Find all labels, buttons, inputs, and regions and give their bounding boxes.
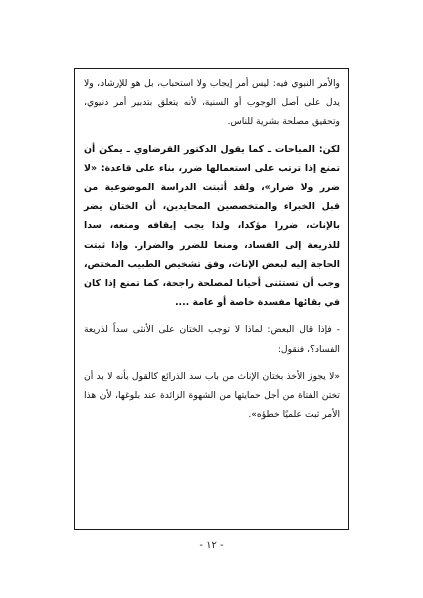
paragraph-quotation: «لا يجوز الأخذ بختان الإناث من باب سد الذرائع كالقول بأنه لا بد أن تختن الفتاة من أجل حمايتها من الشهوة الزائدة عند بلوغها، لأن هذا الأمر ثبت علميًا خطؤه». bbox=[84, 370, 340, 421]
paragraph-permissibles-prohibition: لكن: المباحات ـ كما يقول الدكتور القرضاوي ـ يمكن أن تمنع إذا ترتب على استعمالها ضرر، بناء على قاعدة: «لا ضرر ولا ضرار»، ولقد أثبتت الدراسة الموضوعية من قبل الخبراء والمتخصصين المحايدين، أن الختان يضر بالإناث، ضررا مؤكدا، ولذا يجب إيقافه ومنعه، سدا للذريعة إلى الفساد، ومنعا للضرر والضرار. وإذا ثبتت الحاجة إليه لبعض الإناث، وفق تشخيص الطبيب المختص، وجب أن تستثنى أحيانا لمصلحة راجحة، كما تمنع إذا كان في بقائها مفسدة خاصة أو عامة .... bbox=[84, 143, 340, 309]
paragraph-prophetic-order: والأمر النبوي فيه: ليس أمر إيجاب ولا استحباب، بل هو للإرشاد، ولا يدل على أصل الوجوب أو السنية، لأنه يتعلق بتدبير أمر دنيوي، وتحقيق مصلحة بشرية للناس. bbox=[84, 78, 340, 128]
paragraph-objection: - فإذا قال البعض: لماذا لا توجب الختان على الأنثى سداً لذريعة الفساد؟، فنقول: bbox=[84, 324, 340, 355]
page-text-body bbox=[84, 74, 340, 424]
page-number: - ١٢ - bbox=[199, 540, 224, 551]
